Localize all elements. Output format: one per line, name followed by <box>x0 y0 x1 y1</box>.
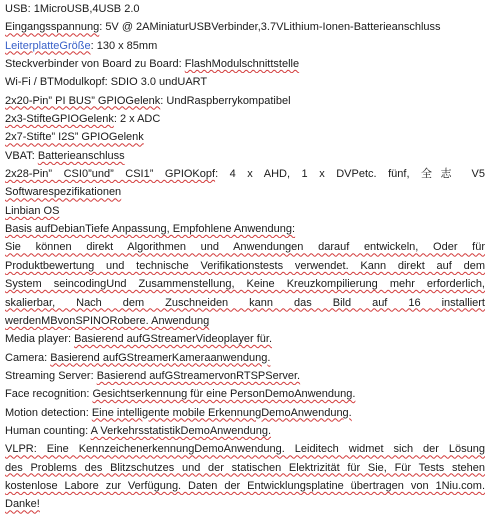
paragraph-line: System seincodingUnd Zusammenstellung, Keine Kreuzkompilierung mehr erforderlich, <box>5 278 485 291</box>
spec-vbat: VBAT: Batterieanschluss <box>5 149 125 162</box>
paragraph-line: Produktbewertung und technische Verifikationstests verwendet. Kann direkt auf dem <box>5 259 485 272</box>
paragraph-line: Sie können direkt Algorithmen und Anwendungen darauf entwickeln, Oder für <box>5 241 485 254</box>
os-name: Linbian OS <box>5 204 60 217</box>
spec-pi-bus: 2x20-Pin” PI BUS” GPIOGelenk: UndRaspberrykompatibel <box>5 94 291 107</box>
paragraph-line: skalierbar, Nach dem Zuschneiden kann das Bild auf 16 installiert <box>5 296 485 309</box>
spec-usb-value: 1MicroUSB,4USB 2.0 <box>33 3 140 15</box>
app-face-recognition: Face recognition: Gesichtserkennung für eine PersonDemoAnwendung. <box>5 388 356 401</box>
spec-wifi-bt: Wi-Fi / BTModulkopf: SDIO 3.0 undUART <box>5 76 208 89</box>
spec-csi: 2x28-Pin” CSI0”und” CSI1” GPIOKopf: 4 x AHD, 1 x DVPetc. fünf, 全志 V5 <box>5 168 485 181</box>
app-streaming-server: Streaming Server: Basierend aufGStreamervonRTSPServer. <box>5 369 301 382</box>
app-media-player: Media player: Basierend aufGStreamerVideoplayer für. <box>5 333 273 346</box>
vlpr-line: Danke! <box>5 498 40 511</box>
spec-i2s: 2x7-Stifte” I2S” GPIOGelenk <box>5 131 144 144</box>
app-camera: Camera: Basierend aufGStreamerKameraanwendung. <box>5 351 271 364</box>
vlpr-line: des Problems des Blitzschutzes und der statischen Elektrizität für Sie, Für Tests stehen <box>5 461 485 474</box>
spec-usb: USB: 1MicroUSB,4USB 2.0 <box>5 3 140 15</box>
section-title-software: Softwarespezifikationen <box>5 186 122 199</box>
spec-pcb-size: LeiterplatteGröße: 130 x 85mm <box>5 39 158 52</box>
paragraph-line: werdenMBvonSPINORobere. Anwendung <box>5 314 210 327</box>
vlpr-line: kostenlose Labore zur Verfügung. Daten der Entwicklungsplatine übertragen von 1Niu.com. <box>5 479 485 492</box>
spec-input-voltage: Eingangsspannung: 5V @ 2AMiniaturUSBVerbinder,3.7VLithium-Ionen-Batterieanschluss <box>5 21 441 34</box>
app-motion-detection: Motion detection: Eine intelligente mobile ErkennungDemoAnwendung. <box>5 406 352 419</box>
basis-line: Basis aufDebianTiefe Anpassung, Empfohlene Anwendung: <box>5 223 296 236</box>
app-human-counting: Human counting: A VerkehrsstatistikDemoAnwendung. <box>5 424 271 437</box>
spec-gpio-2x3: 2x3-StifteGPIOGelenk: 2 x ADC <box>5 113 161 126</box>
vlpr-line: VLPR: Eine KennzeichenerkennungDemoAnwendung. Leiditech widmet sich der Lösung <box>5 443 485 456</box>
spec-board-connector: Steckverbinder von Board zu Board: FlashModulschnittstelle <box>5 58 300 71</box>
